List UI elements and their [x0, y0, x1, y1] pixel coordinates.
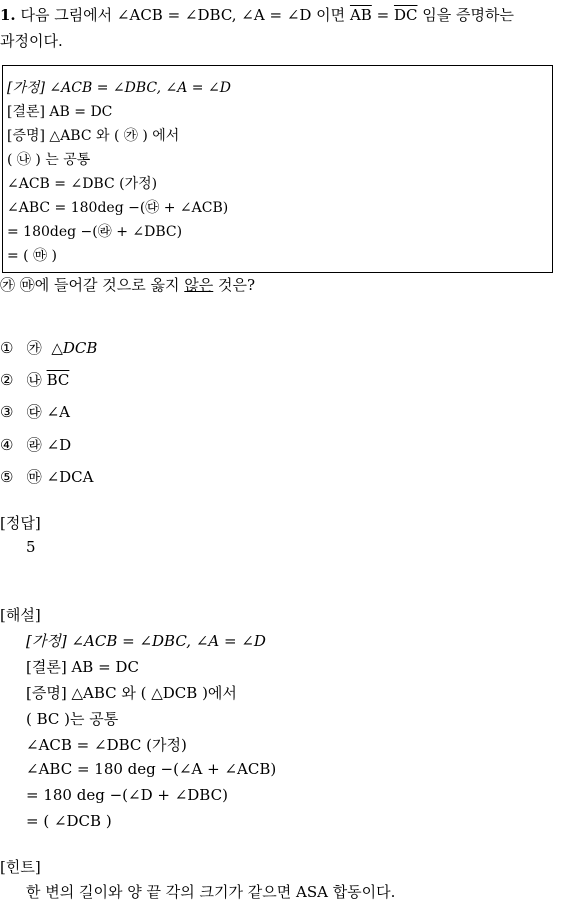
- box-conclusion: [결론] AB = DC: [7, 104, 113, 120]
- ask-prefix: ㉮ ㉲에 들어갈 것으로 옳지: [0, 276, 185, 294]
- segment-dc: $\overline{DC}$: [393, 6, 418, 24]
- explanation-line: [결론] AB = DC: [26, 658, 139, 676]
- choice-text: $\overline{BC}$: [46, 371, 70, 389]
- ask-suffix: 것은?: [213, 276, 256, 294]
- explanation-line: = 180 deg −(∠D + ∠DBC): [26, 786, 228, 804]
- explanation-line: [가정] ∠ACB = ∠DBC, ∠A = ∠D: [26, 632, 266, 650]
- choice-tag: ㉯: [26, 371, 42, 389]
- choice-number: ②: [0, 371, 14, 389]
- explanation-line: ( BC )는 공통: [26, 710, 119, 728]
- segment-ab: $\overline{AB}$: [349, 6, 372, 24]
- explanation-label: [해설]: [0, 606, 41, 624]
- question-line1-tail: 임을 증명하는: [422, 6, 514, 24]
- box-common: ( ㉯ ) 는 공통: [7, 152, 91, 168]
- choice-tag: ㉮: [26, 339, 42, 357]
- answer-value: 5: [26, 538, 36, 556]
- question-number: 1.: [0, 6, 16, 24]
- choice-tag: ㉱: [26, 436, 42, 454]
- question-text: [0, 2, 573, 54]
- choice-4[interactable]: [0, 434, 71, 455]
- box-given: ∠ACB = ∠DBC (가정): [7, 176, 158, 192]
- choice-number: ①: [0, 339, 14, 357]
- choice-3[interactable]: [0, 401, 70, 422]
- choice-5[interactable]: [0, 466, 93, 487]
- explanation-line: = ( ∠DCB ): [26, 812, 112, 830]
- explanation-line: [증명] △ABC 와 ( △DCB )에서: [26, 684, 237, 702]
- choice-number: ④: [0, 436, 14, 454]
- choice-2[interactable]: [0, 369, 69, 390]
- box-assumption: [가정] ∠ACB = ∠DBC, ∠A = ∠D: [7, 80, 231, 96]
- hint-label: [힌트]: [0, 858, 41, 876]
- box-proof: [증명] △ABC 와 ( ㉮ ) 에서: [7, 128, 180, 144]
- proof-box: [2, 65, 553, 273]
- ask-underlined: 않은: [184, 276, 214, 294]
- hint-text: 한 변의 길이와 양 끝 각의 크기가 같으면 ASA 합동이다.: [26, 883, 396, 901]
- choice-text: ∠D: [46, 436, 72, 454]
- question-line2: 과정이다.: [0, 32, 63, 50]
- ask-line: [0, 274, 255, 295]
- choice-text: ∠A: [46, 403, 70, 421]
- choice-number: ③: [0, 403, 14, 421]
- equals-sign: =: [376, 6, 390, 24]
- choice-text: △DCB: [51, 339, 98, 357]
- question-line1: 다음 그림에서 ∠ACB = ∠DBC, ∠A = ∠D 이면: [20, 6, 346, 24]
- choice-text: ∠DCA: [46, 468, 94, 486]
- answer-label: [정답]: [0, 514, 41, 532]
- explanation-line: ∠ACB = ∠DBC (가정): [26, 736, 187, 754]
- choice-tag: ㉰: [26, 403, 42, 421]
- box-angle-abc: ∠ABC = 180deg −(㉰ + ∠ACB): [7, 200, 229, 216]
- choice-number: ⑤: [0, 468, 14, 486]
- choice-tag: ㉲: [26, 468, 42, 486]
- choice-1[interactable]: [0, 337, 97, 358]
- box-angle-step: = 180deg −(㉱ + ∠DBC): [7, 224, 183, 240]
- explanation-line: ∠ABC = 180 deg −(∠A + ∠ACB): [26, 760, 277, 778]
- box-result: = ( ㉲ ): [7, 248, 58, 264]
